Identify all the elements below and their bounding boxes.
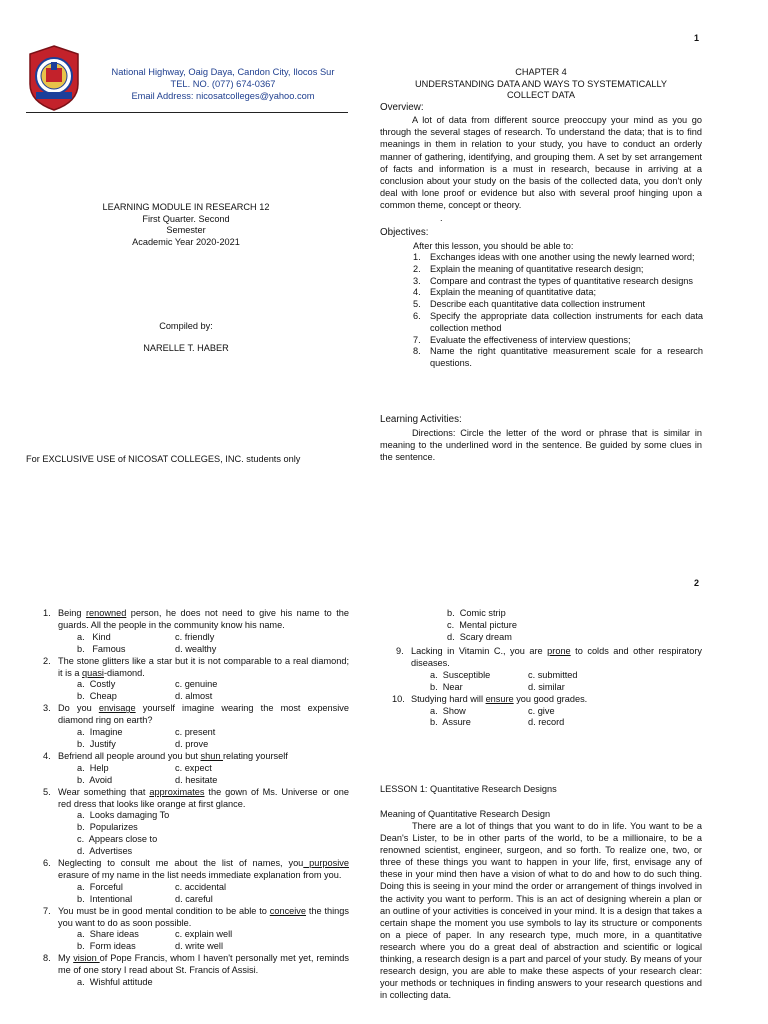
underlined-word: purposive [303, 858, 349, 869]
question-item [392, 693, 702, 730]
answer-choice[interactable]: b. Comic strip [447, 608, 506, 618]
answer-choice[interactable]: c. expect [175, 762, 212, 773]
objectives-list [413, 252, 703, 370]
question-text: person, he does not need to give his name to the guards. All the people in the community know his name. [58, 608, 349, 630]
choice-row [396, 706, 702, 718]
chapter-title-line2: COLLECT DATA [507, 90, 575, 100]
school-email: Email Address: nicosatcolleges@yahoo.com [131, 91, 315, 101]
answer-choice[interactable]: a. Susceptible [430, 669, 491, 680]
question-item [43, 906, 349, 954]
question-text: the things you want to do as soon possible. [58, 905, 349, 928]
question-text: you good grades. [513, 693, 588, 704]
answer-choice[interactable]: b. Intentional [77, 893, 133, 904]
page-number: 1 [694, 33, 700, 43]
answer-choice[interactable]: c. Mental picture [447, 619, 517, 630]
answer-choice[interactable]: a. Imagine [77, 727, 123, 738]
question-item [43, 787, 349, 858]
answer-choice[interactable]: c. Appears close to [77, 834, 158, 845]
objective-item [413, 335, 703, 347]
underlined-word: ensure [485, 693, 514, 704]
question-number: 2. [43, 655, 51, 666]
question-text: the gown of Ms. Universe or one red dress that looks like orange at first glance. [58, 786, 350, 809]
directions-text: Directions: Circle the letter of the word or phrase that is similar in meaning to the underlined word in the sentence. Be guided by some clues in the sentence. [380, 428, 702, 463]
objective-item [413, 299, 703, 311]
question-text: Do you [58, 703, 99, 714]
question-list-right [392, 646, 702, 729]
question-stem [43, 751, 349, 763]
answer-choice[interactable]: b. Famous [77, 643, 126, 654]
answer-choice[interactable]: c. friendly [175, 631, 215, 642]
choice-row [43, 929, 349, 941]
question-text: Neglecting to consult me about the list of names, you [58, 858, 304, 869]
meaning-text: There are a lot of things that you want to do in life. You want to be a Dean's Lister, to be in other parts of the world, to be a millionaire, to be a renowned scientist, engineer, surgeon, and so forth. To realize one, two, or three of these things you want to happen in your life, first, envisage any of these in your mind then have a vision of what to do and how to do such thing. Doing this is seeing in your mind the order or arrangement of things involved in the activity you want to perform. This is an act of designing wherein a plan or an outline of your activities is conceived in your mind. It is a design that takes a certain shape the moment you use symbols to lay its structure or components on a piece of paper. In any research type, much more, in a quantitative research where you do a great deal of abstraction and scientific or logical thinking, a research design is a part and parcel of your study. By means of your research design, you are able to make these aspects of your research clear: your methods or techniques in finding answers to your research questions and in collecting data. [380, 821, 702, 1001]
answer-choice[interactable]: a. Share ideas [77, 929, 139, 940]
objective-text: Specify the appropriate data collection instruments for each data collection method [430, 310, 703, 333]
answer-choice[interactable]: d. hesitate [175, 774, 218, 785]
question-number: 3. [43, 703, 51, 714]
header-rule [26, 112, 348, 113]
answer-choice[interactable]: a. Wishful attitude [77, 977, 153, 988]
chapter-title-line1: UNDERSTANDING DATA AND WAYS TO SYSTEMATICALLY [414, 78, 667, 89]
underlined-word: conceive [269, 905, 307, 916]
answer-choice[interactable]: a. Forceful [77, 881, 123, 892]
question-text: Being [58, 608, 86, 618]
answer-choice[interactable]: d. prove [175, 738, 209, 749]
objective-text: Compare and contrast the types of quantitative research designs [430, 275, 694, 286]
author-name: NARELLE T. HABER [143, 343, 229, 353]
choice-row [43, 691, 349, 703]
school-header [92, 66, 354, 102]
overview-text: A lot of data from different source preoccupy your mind as you go through the several stages of research. To understand the data; that is to find meanings in them in relation to your study, you have to conduct an orderly manner of gathering, identifying, and grouping them. A set by set arrangement of facts and information is a must in research, because in arriving at a conclusion about your study on the basis of the collected data, you don't only deal with lone proof or evidence but also with several proof hinging upon a common theme, concept or theory. [380, 115, 702, 211]
objective-number: 8. [413, 346, 421, 357]
module-title-block [60, 202, 312, 248]
school-address: National Highway, Oaig Daya, Candon City, Ilocos Sur [111, 67, 335, 77]
choice-row [43, 775, 349, 787]
choice-row [43, 739, 349, 751]
question-text: of Pope Francis, whom I haven't personally met yet, reminds me of one story I read about St. Francis of Assisi. [58, 953, 349, 976]
question-number: 5. [43, 786, 51, 797]
lesson-title: LESSON 1: Quantitative Research Designs [380, 784, 557, 794]
exclusive-use-note: For EXCLUSIVE USE of NICOSAT COLLEGES, INC. students only [26, 454, 301, 464]
objective-item [413, 287, 703, 299]
question-text: The stone glitters like a star but it is not comparable to a real diamond; it is a [58, 655, 349, 678]
question-text: yourself imagine wearing the most expensive diamond ring on earth? [58, 703, 349, 726]
question-text: Studying hard will [411, 693, 486, 704]
answer-choice[interactable]: b. Avoid [77, 774, 113, 785]
question-item [43, 858, 349, 906]
module-title: LEARNING MODULE IN RESEARCH 12 [102, 202, 270, 212]
question-number: 6. [43, 858, 51, 869]
question-item [43, 608, 349, 656]
choice-row [43, 941, 349, 953]
question-text: to colds and other respiratory diseases. [411, 646, 702, 668]
answer-choice[interactable]: d. wealthy [175, 643, 217, 654]
meaning-heading: Meaning of Quantitative Research Design [380, 809, 551, 819]
underlined-word: vision [73, 953, 100, 964]
answer-choice[interactable]: d. careful [175, 893, 213, 904]
question-stem [43, 656, 349, 680]
objective-text: Explain the meaning of quantitative data; [430, 287, 596, 298]
question-number: 8. [43, 953, 51, 964]
school-logo [26, 44, 82, 112]
question-number: 9. [396, 646, 404, 656]
choice-row [43, 882, 349, 894]
answer-choice[interactable]: a. Kind [77, 631, 111, 642]
question-item [396, 646, 702, 694]
answer-choice[interactable]: c. accidental [175, 881, 227, 892]
question-stem [43, 608, 349, 632]
question-stem [396, 646, 702, 670]
module-semester: Semester [166, 225, 206, 235]
objective-number: 4. [413, 287, 421, 298]
answer-choice[interactable]: b. Popularizes [77, 822, 138, 833]
question-stem [43, 787, 349, 811]
question-text: erasure of my name in the list needs immediate explanation from you. [58, 869, 342, 880]
question-8-continued [412, 608, 702, 644]
choice-row [43, 763, 349, 775]
chapter-heading [380, 67, 702, 102]
page-number: 2 [694, 578, 700, 588]
module-quarter: First Quarter. Second [142, 213, 230, 224]
objective-item [413, 311, 703, 335]
answer-choice[interactable]: b. Cheap [77, 691, 117, 702]
objective-text: Evaluate the effectiveness of interview questions; [430, 334, 631, 345]
objective-number: 2. [413, 263, 421, 274]
answer-choice[interactable]: c. give [528, 705, 555, 716]
answer-choice[interactable]: d. similar [528, 681, 565, 692]
underlined-word: approximates [149, 786, 205, 797]
question-number: 7. [43, 905, 51, 916]
answer-choice[interactable]: d. record [528, 717, 565, 728]
answer-choice[interactable]: a. Show [430, 705, 466, 716]
chapter-number: CHAPTER 4 [515, 67, 567, 77]
choice-row [43, 632, 349, 644]
question-list-left [43, 608, 349, 989]
question-text: relating yourself [223, 750, 288, 761]
answer-choice[interactable]: d. write well [175, 941, 223, 952]
question-item [43, 703, 349, 751]
objective-text: Name the right quantitative measurement scale for a research questions. [430, 346, 703, 369]
choice-row [43, 679, 349, 691]
underlined-word: prone [547, 646, 571, 656]
objective-item [413, 346, 703, 370]
objective-number: 6. [413, 310, 421, 321]
objective-number: 1. [413, 252, 421, 262]
stray-dot: . [440, 213, 443, 223]
objective-number: 5. [413, 299, 421, 310]
module-year: Academic Year 2020-2021 [132, 236, 240, 247]
question-stem [43, 906, 349, 930]
answer-choice[interactable]: a. Help [77, 762, 109, 773]
school-tel: TEL. NO. (077) 674-0367 [170, 79, 276, 89]
underlined-word: shun [200, 750, 223, 761]
answer-choice[interactable]: d. Scary dream [447, 631, 512, 642]
question-text: Befriend all people around you but [58, 750, 201, 761]
question-text: You must be in good mental condition to be able to [58, 905, 270, 916]
choice-row [396, 717, 702, 729]
objective-text: Exchanges ideas with one another using the newly learned word; [430, 252, 695, 262]
learning-activities-heading: Learning Activities: [380, 414, 462, 425]
choice-row [43, 727, 349, 739]
objective-text: Explain the meaning of quantitative research design; [430, 263, 644, 274]
answer-choice[interactable]: b. Near [430, 681, 463, 692]
underlined-word: envisage [98, 703, 136, 714]
objective-number: 7. [413, 334, 421, 345]
answer-choice[interactable]: d. Advertises [77, 846, 133, 857]
answer-choice[interactable]: c. present [175, 727, 216, 738]
choice-row [43, 894, 349, 906]
objective-item [413, 276, 703, 288]
objective-number: 3. [413, 275, 421, 286]
answer-choice[interactable]: b. Justify [77, 738, 116, 749]
objective-item [413, 264, 703, 276]
answer-choice[interactable]: c. genuine [175, 679, 218, 690]
compiled-by: Compiled by: [159, 321, 213, 331]
question-text: Wear something that [58, 786, 150, 797]
question-text: My [58, 953, 74, 964]
objective-text: Describe each quantitative data collection instrument [430, 299, 646, 310]
answer-choice[interactable]: b. Assure [430, 717, 471, 728]
question-item [43, 656, 349, 704]
answer-choice[interactable]: b. Form ideas [77, 941, 136, 952]
question-item [43, 751, 349, 787]
underlined-word: quasi [82, 667, 104, 678]
answer-choice[interactable]: a. Looks damaging To [77, 810, 170, 821]
choice-row [396, 670, 702, 682]
overview-heading: Overview: [380, 102, 424, 113]
question-stem [43, 953, 349, 977]
underlined-word: renowned [85, 608, 127, 618]
answer-choice[interactable]: a. Costly [77, 679, 116, 690]
choice-row [43, 644, 349, 656]
choice-row [396, 682, 702, 694]
question-number: 10. [392, 693, 405, 704]
question-number: 4. [43, 750, 51, 761]
answer-choice[interactable]: c. explain well [175, 929, 233, 940]
question-stem [43, 858, 349, 882]
answer-choice[interactable]: d. almost [175, 691, 213, 702]
question-text: -diamond. [103, 667, 145, 678]
question-item [43, 953, 349, 989]
objectives-heading: Objectives: [380, 227, 429, 238]
question-text: Lacking in Vitamin C., you are [411, 646, 548, 656]
question-number: 1. [43, 608, 51, 618]
question-stem [392, 693, 702, 706]
objectives-intro: After this lesson, you should be able to: [413, 241, 574, 251]
question-stem [43, 703, 349, 727]
objective-item [413, 252, 703, 264]
answer-choice[interactable]: c. submitted [528, 669, 578, 680]
